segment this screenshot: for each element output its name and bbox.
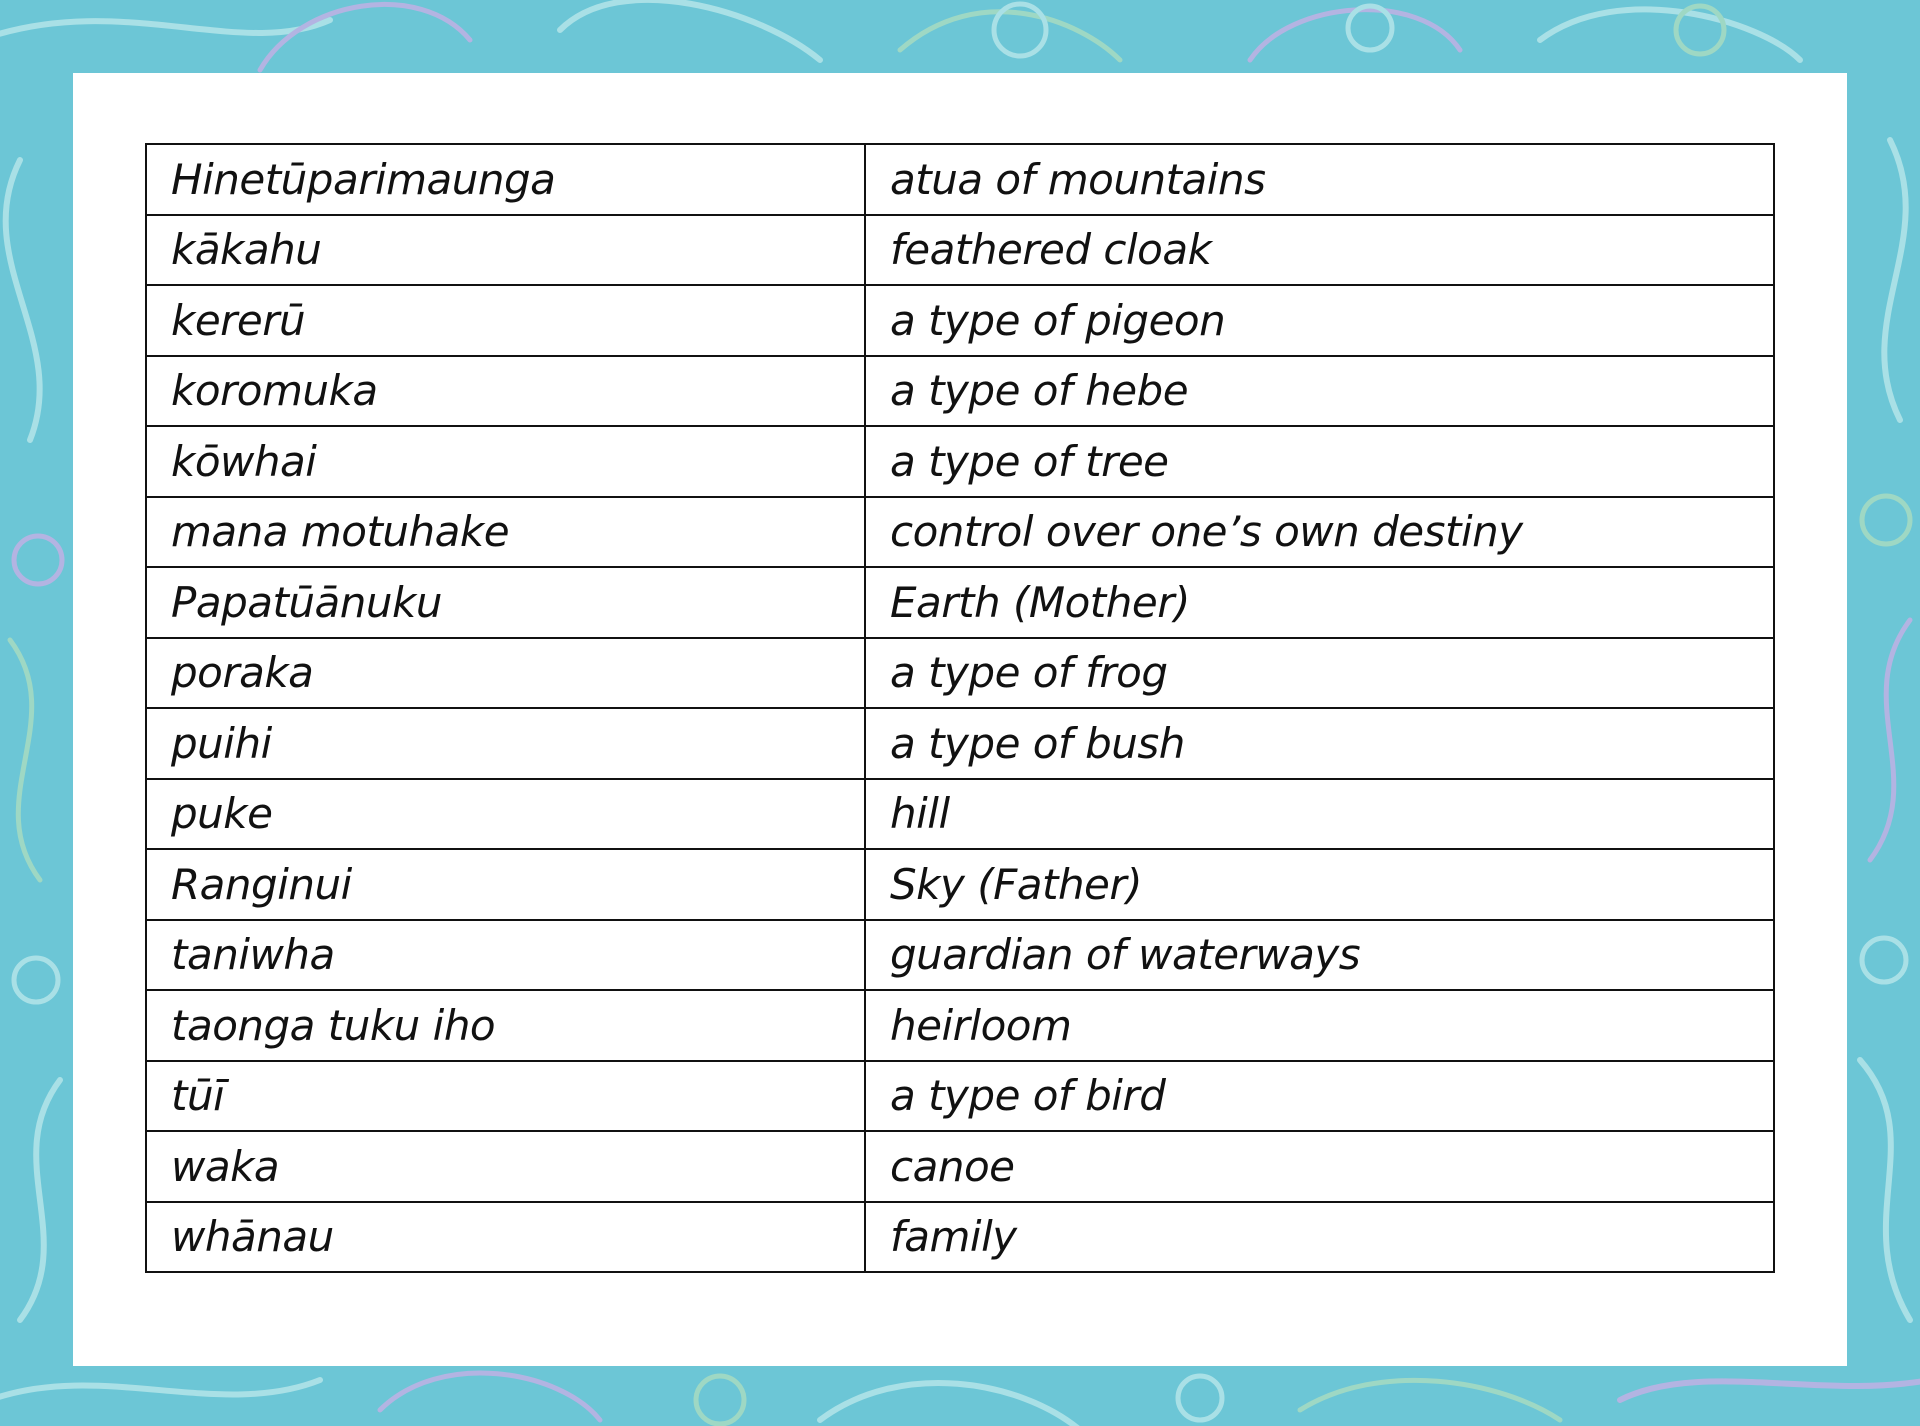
glossary-term: poraka: [146, 638, 865, 709]
glossary-meaning: canoe: [865, 1131, 1774, 1202]
glossary-term: mana motuhake: [146, 497, 865, 568]
glossary-term: kākahu: [146, 215, 865, 286]
glossary-meaning: a type of hebe: [865, 356, 1774, 427]
table-row: [146, 426, 1774, 497]
glossary-term: kōwhai: [146, 426, 865, 497]
table-row: [146, 144, 1774, 215]
glossary-meaning: a type of frog: [865, 638, 1774, 709]
table-row: [146, 708, 1774, 779]
table-row: [146, 497, 1774, 568]
table-row: [146, 356, 1774, 427]
glossary-term: koromuka: [146, 356, 865, 427]
glossary-term: Papatūānuku: [146, 567, 865, 638]
table-row: [146, 215, 1774, 286]
glossary-meaning: atua of mountains: [865, 144, 1774, 215]
glossary-term: Ranginui: [146, 849, 865, 920]
table-row: [146, 990, 1774, 1061]
glossary-meaning: Sky (Father): [865, 849, 1774, 920]
glossary-term: taonga tuku iho: [146, 990, 865, 1061]
table-row: [146, 1131, 1774, 1202]
table-row: [146, 638, 1774, 709]
table-row: [146, 285, 1774, 356]
table-row: [146, 849, 1774, 920]
glossary-meaning: family: [865, 1202, 1774, 1273]
glossary-meaning: a type of pigeon: [865, 285, 1774, 356]
glossary-meaning: a type of bush: [865, 708, 1774, 779]
table-row: [146, 779, 1774, 850]
glossary-term: Hinetūparimaunga: [146, 144, 865, 215]
table-row: [146, 1202, 1774, 1273]
glossary-meaning: a type of bird: [865, 1061, 1774, 1132]
glossary-table: [145, 143, 1775, 1273]
glossary-meaning: a type of tree: [865, 426, 1774, 497]
glossary-term: puihi: [146, 708, 865, 779]
glossary-term: taniwha: [146, 920, 865, 991]
glossary-term: kererū: [146, 285, 865, 356]
glossary-term: whānau: [146, 1202, 865, 1273]
glossary-meaning: control over one’s own destiny: [865, 497, 1774, 568]
glossary-meaning: guardian of waterways: [865, 920, 1774, 991]
glossary-term: tūī: [146, 1061, 865, 1132]
table-row: [146, 1061, 1774, 1132]
glossary-meaning: heirloom: [865, 990, 1774, 1061]
glossary-table-body: [146, 144, 1774, 1272]
glossary-meaning: feathered cloak: [865, 215, 1774, 286]
glossary-term: waka: [146, 1131, 865, 1202]
glossary-meaning: Earth (Mother): [865, 567, 1774, 638]
glossary-sheet: [73, 73, 1847, 1366]
glossary-meaning: hill: [865, 779, 1774, 850]
glossary-term: puke: [146, 779, 865, 850]
table-row: [146, 567, 1774, 638]
table-row: [146, 920, 1774, 991]
